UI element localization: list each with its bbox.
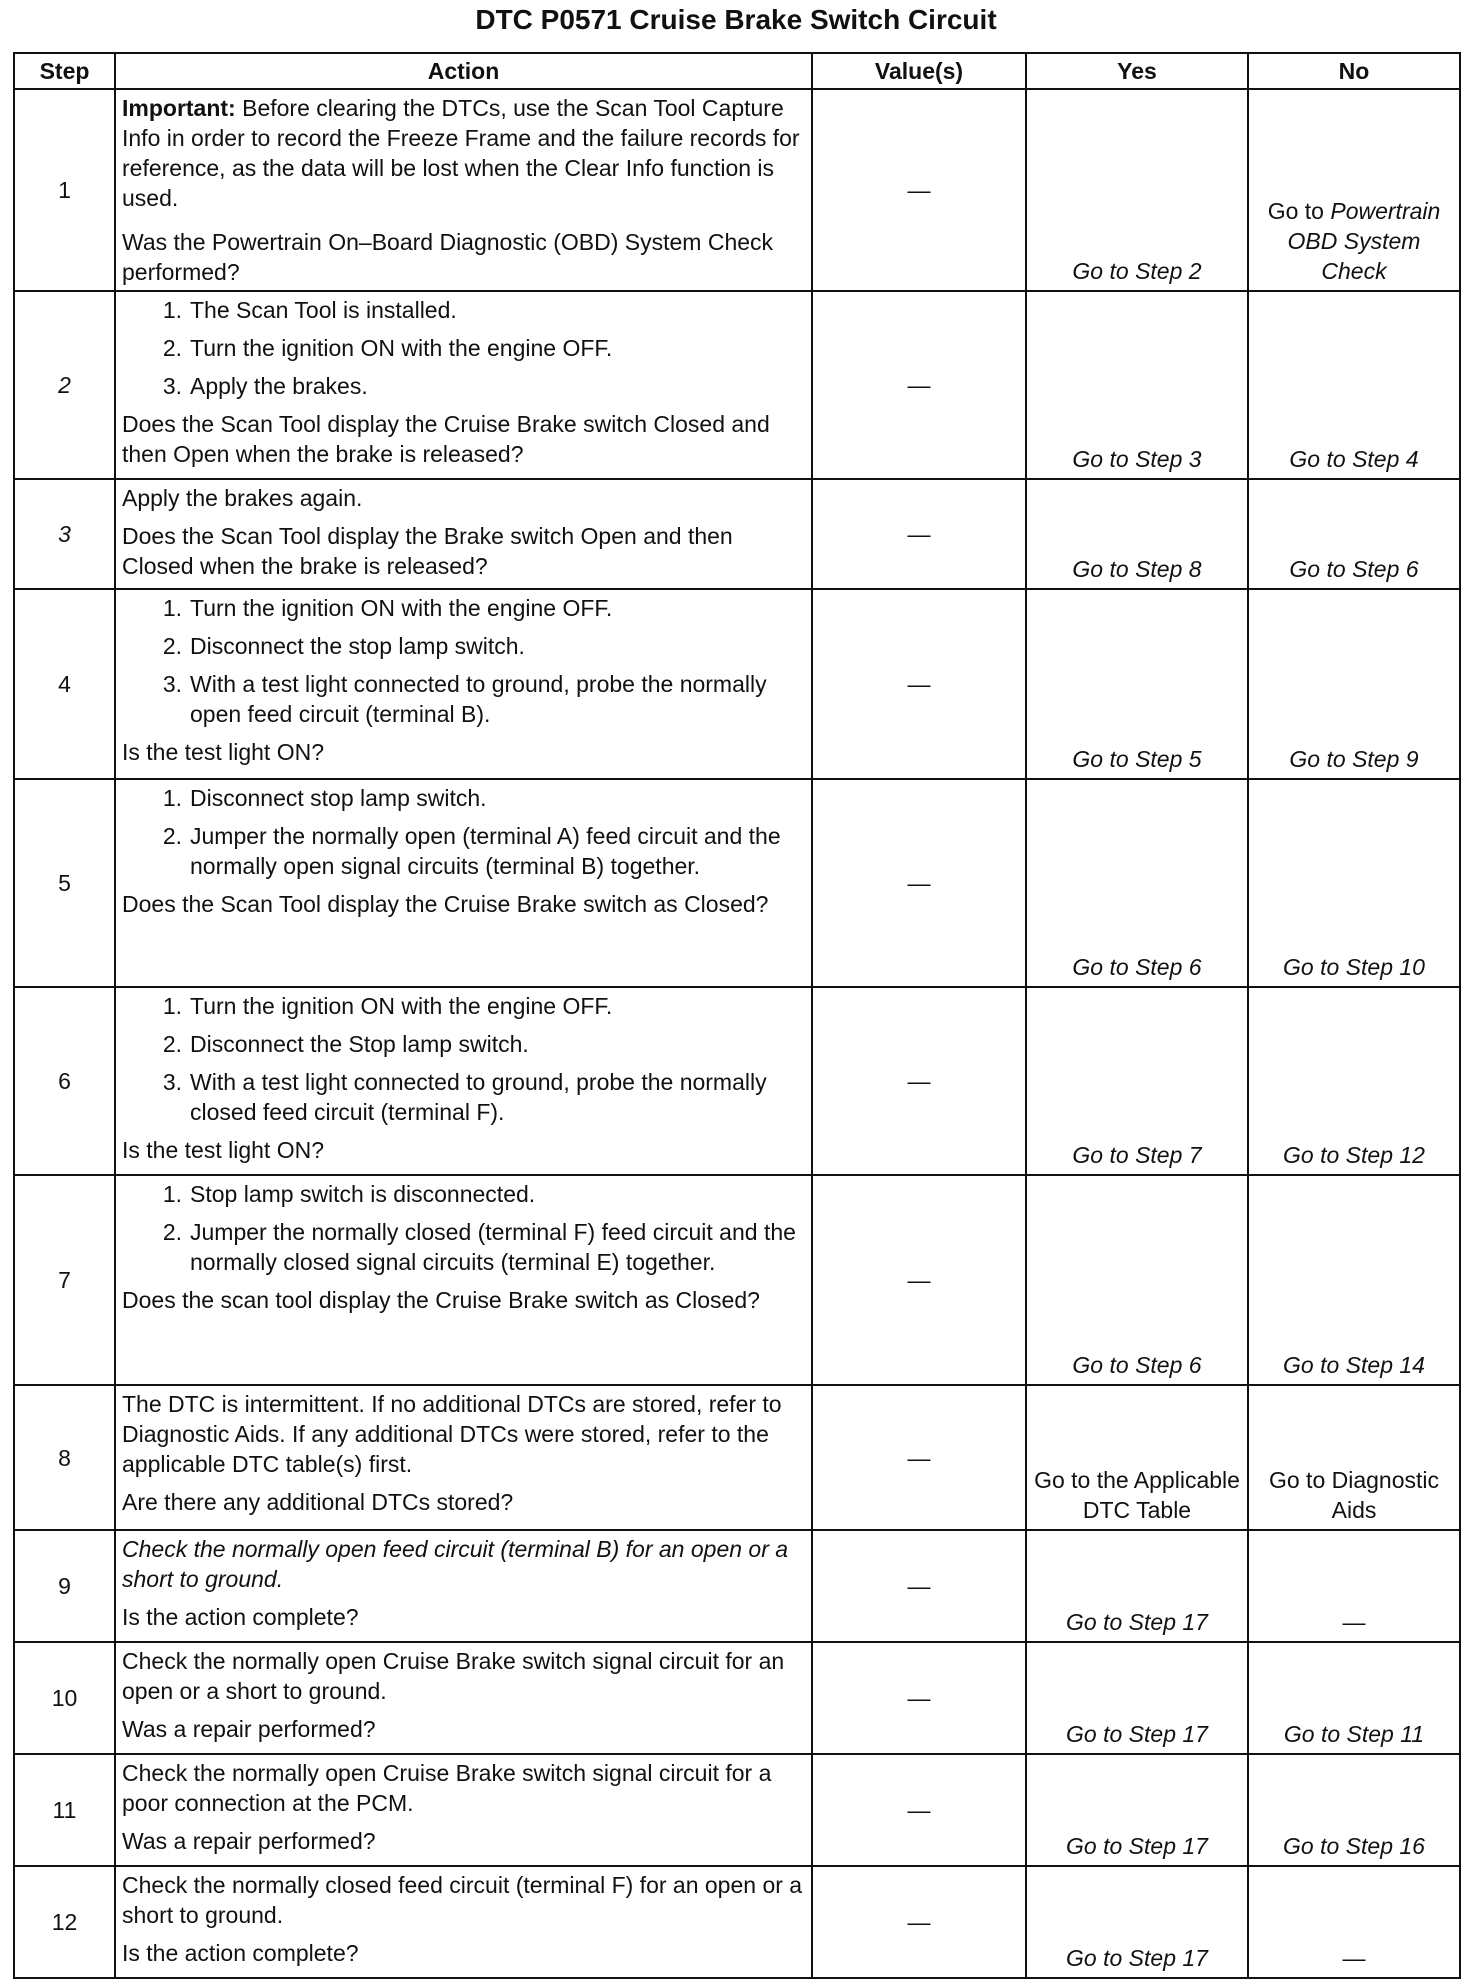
- dash: —: [907, 1797, 931, 1823]
- dash: —: [907, 177, 931, 203]
- no-result: Go to Step 11: [1283, 1721, 1425, 1747]
- action-cell: [115, 1866, 812, 1978]
- question: Is the test light ON?: [122, 1137, 324, 1163]
- yes-cell: [1026, 987, 1248, 1175]
- list-item: 1. The Scan Tool is installed.: [162, 297, 457, 323]
- action-cell: [115, 589, 812, 779]
- header-yes: Yes: [1026, 53, 1248, 89]
- question: Does the Scan Tool display the Cruise Brake switch as Closed?: [122, 891, 769, 917]
- yes-result: Go to Step 17: [1066, 1945, 1208, 1971]
- action-cell: [115, 779, 812, 987]
- no-result: Go to Step 6: [1289, 556, 1419, 582]
- value-cell: [812, 589, 1026, 779]
- action-cell: [115, 987, 812, 1175]
- action-cell: [115, 1175, 812, 1385]
- action-cell: [115, 291, 812, 479]
- value-cell: [812, 1866, 1026, 1978]
- table-row: [14, 1754, 1460, 1866]
- value-cell: [812, 1754, 1026, 1866]
- no-result: Go to Step 16: [1283, 1833, 1425, 1859]
- dash: —: [907, 671, 931, 697]
- table-row: [14, 1642, 1460, 1754]
- important-text: Before clearing the DTCs, use the Scan Tool Capture Info in order to record the Freeze Frame and the failure records for reference, as the data will be lost when the Clear Info function is used.: [122, 95, 800, 211]
- value-cell: [812, 779, 1026, 987]
- no-cell: [1248, 1175, 1460, 1385]
- no-cell: [1248, 779, 1460, 987]
- no-result: Go to Diagnostic Aids: [1268, 1467, 1440, 1523]
- no-cell: [1248, 1754, 1460, 1866]
- header-row: [14, 53, 1460, 89]
- no-result: —: [1342, 1945, 1366, 1971]
- yes-result: Go to Step 7: [1072, 1142, 1202, 1168]
- dash: —: [907, 1068, 931, 1094]
- list-item: 2. Turn the ignition ON with the engine OFF.: [162, 335, 613, 361]
- header-action: Action: [115, 53, 812, 89]
- no-cell: [1248, 479, 1460, 589]
- table-row: [14, 89, 1460, 291]
- step-number: 2: [14, 291, 115, 479]
- action-cell: [115, 1530, 812, 1642]
- yes-cell: [1026, 1866, 1248, 1978]
- table-row: [14, 987, 1460, 1175]
- no-cell: [1248, 291, 1460, 479]
- question: Is the test light ON?: [122, 739, 324, 765]
- no-result: Go to Step 10: [1283, 954, 1425, 980]
- no-cell: [1248, 89, 1460, 291]
- no-result: Go to Step 4: [1289, 446, 1419, 472]
- step-number: 7: [14, 1175, 115, 1385]
- question: Was a repair performed?: [122, 1828, 376, 1854]
- yes-result: Go to the Applicable DTC Table: [1034, 1467, 1240, 1523]
- no-result: Go to Step 14: [1283, 1352, 1425, 1378]
- table-row: [14, 1530, 1460, 1642]
- value-cell: [812, 1175, 1026, 1385]
- no-cell: [1248, 1642, 1460, 1754]
- intro-text: Check the normally open Cruise Brake switch signal circuit for a poor connection at the PCM.: [122, 1760, 772, 1816]
- list-item: 2. Jumper the normally closed (terminal F) feed circuit and the normally closed signal circuits (terminal E) together.: [162, 1219, 796, 1275]
- yes-result: Go to Step 17: [1066, 1833, 1208, 1859]
- question: Was the Powertrain On–Board Diagnostic (OBD) System Check performed?: [122, 229, 774, 285]
- step-number: 12: [14, 1866, 115, 1978]
- intro-text: Check the normally closed feed circuit (terminal F) for an open or a short to ground.: [122, 1872, 803, 1928]
- value-cell: [812, 987, 1026, 1175]
- header-values: Value(s): [812, 53, 1026, 89]
- table-row: [14, 479, 1460, 589]
- yes-cell: [1026, 1754, 1248, 1866]
- no-result: Go to Step 9: [1289, 746, 1419, 772]
- page-title: DTC P0571 Cruise Brake Switch Circuit: [475, 4, 997, 35]
- important-label: Important:: [122, 95, 236, 121]
- diagnostic-table: [13, 52, 1461, 1979]
- yes-result: Go to Step 3: [1072, 446, 1202, 472]
- action-cell: [115, 479, 812, 589]
- yes-cell: [1026, 589, 1248, 779]
- value-cell: [812, 1530, 1026, 1642]
- no-cell: [1248, 1866, 1460, 1978]
- dash: —: [907, 1573, 931, 1599]
- intro-text: Apply the brakes again.: [122, 485, 363, 511]
- yes-result: Go to Step 8: [1072, 556, 1202, 582]
- list-item: 2. Disconnect the Stop lamp switch.: [162, 1031, 529, 1057]
- header-step: Step: [14, 53, 115, 89]
- list-item: 2. Disconnect the stop lamp switch.: [162, 633, 525, 659]
- question: Does the Scan Tool display the Cruise Brake switch Closed and then Open when the brake is released?: [122, 411, 770, 467]
- no-prefix: Go to: [1267, 198, 1331, 224]
- dash: —: [907, 1267, 931, 1293]
- yes-cell: [1026, 779, 1248, 987]
- dash: —: [907, 521, 931, 547]
- no-cell: [1248, 1385, 1460, 1530]
- step-number: 10: [14, 1642, 115, 1754]
- list-item: 3. With a test light connected to ground, probe the normally open feed circuit (terminal B).: [162, 671, 767, 727]
- question: Does the scan tool display the Cruise Brake switch as Closed?: [122, 1287, 760, 1313]
- yes-cell: [1026, 1642, 1248, 1754]
- yes-cell: [1026, 1530, 1248, 1642]
- dash: —: [907, 1909, 931, 1935]
- yes-cell: [1026, 291, 1248, 479]
- no-result: Go to Step 12: [1283, 1142, 1425, 1168]
- yes-cell: [1026, 479, 1248, 589]
- action-cell: [115, 89, 812, 291]
- yes-result: Go to Step 6: [1072, 954, 1202, 980]
- dash: —: [907, 1685, 931, 1711]
- yes-cell: [1026, 1175, 1248, 1385]
- step-number: 5: [14, 779, 115, 987]
- action-cell: [115, 1385, 812, 1530]
- table-row: [14, 589, 1460, 779]
- table-row: [14, 1866, 1460, 1978]
- yes-result: Go to Step 17: [1066, 1609, 1208, 1635]
- question: Is the action complete?: [122, 1604, 359, 1630]
- no-result: Powertrain OBD System Check: [1287, 198, 1441, 284]
- question: Is the action complete?: [122, 1940, 359, 1966]
- step-number: 1: [14, 89, 115, 291]
- no-cell: [1248, 1530, 1460, 1642]
- no-result: —: [1342, 1609, 1366, 1635]
- important-note: [122, 93, 805, 213]
- yes-result: Go to Step 2: [1072, 258, 1202, 284]
- dash: —: [907, 1444, 931, 1471]
- yes-result: Go to Step 17: [1066, 1721, 1208, 1747]
- value-cell: [812, 1385, 1026, 1530]
- table-row: [14, 779, 1460, 987]
- list-item: 1. Stop lamp switch is disconnected.: [162, 1181, 536, 1207]
- intro-text: The DTC is intermittent. If no additional DTCs are stored, refer to Diagnostic Aids. If any additional DTCs were stored, refer to the applicable DTC table(s) first.: [122, 1391, 782, 1477]
- no-cell: [1248, 589, 1460, 779]
- yes-result: Go to Step 6: [1072, 1352, 1202, 1378]
- yes-cell: [1026, 89, 1248, 291]
- list-item: 1. Turn the ignition ON with the engine OFF.: [162, 595, 613, 621]
- intro-text: Check the normally open feed circuit (terminal B) for an open or a short to ground.: [122, 1536, 789, 1592]
- dash: —: [907, 870, 931, 896]
- list-item: 1. Disconnect stop lamp switch.: [162, 785, 487, 811]
- no-cell: [1248, 987, 1460, 1175]
- list-item: 1. Turn the ignition ON with the engine OFF.: [162, 993, 613, 1019]
- question: Are there any additional DTCs stored?: [122, 1489, 514, 1515]
- value-cell: [812, 1642, 1026, 1754]
- step-number: 8: [14, 1385, 115, 1530]
- table-row: [14, 291, 1460, 479]
- step-number: 9: [14, 1530, 115, 1642]
- step-number: 3: [14, 479, 115, 589]
- header-no: No: [1248, 53, 1460, 89]
- yes-cell: [1026, 1385, 1248, 1530]
- question: Was a repair performed?: [122, 1716, 376, 1742]
- action-cell: [115, 1754, 812, 1866]
- step-number: 6: [14, 987, 115, 1175]
- value-cell: [812, 479, 1026, 589]
- table-row: [14, 1385, 1460, 1530]
- dash: —: [907, 372, 931, 398]
- step-number: 11: [14, 1754, 115, 1866]
- table-row: [14, 1175, 1460, 1385]
- action-cell: [115, 1642, 812, 1754]
- question: Does the Scan Tool display the Brake switch Open and then Closed when the brake is released?: [122, 523, 733, 579]
- list-item: 3. Apply the brakes.: [162, 373, 368, 399]
- step-number: 4: [14, 589, 115, 779]
- yes-result: Go to Step 5: [1072, 746, 1202, 772]
- value-cell: [812, 89, 1026, 291]
- intro-text: Check the normally open Cruise Brake switch signal circuit for an open or a short to ground.: [122, 1648, 785, 1704]
- value-cell: [812, 291, 1026, 479]
- list-item: 3. With a test light connected to ground, probe the normally closed feed circuit (terminal F).: [162, 1069, 767, 1125]
- list-item: 2. Jumper the normally open (terminal A) feed circuit and the normally open signal circuits (terminal B) together.: [162, 823, 781, 879]
